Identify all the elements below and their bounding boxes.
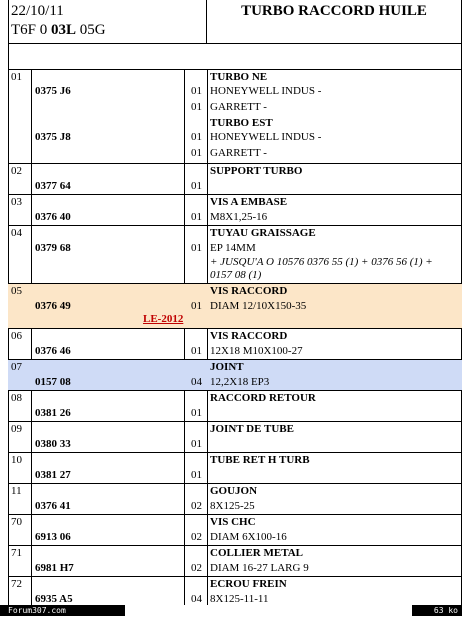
part-quantity: 04 (191, 593, 202, 605)
table-row (8, 545, 462, 577)
table-row (8, 69, 462, 164)
row-separator (8, 452, 462, 453)
part-reference: 0376 49 (35, 300, 71, 312)
part-reference: 6913 06 (35, 531, 71, 543)
row-separator (8, 483, 462, 484)
part-reference: 0376 40 (35, 211, 71, 223)
page-title: TURBO RACCORD HUILE (241, 3, 427, 19)
part-reference: 0375 J8 (35, 131, 71, 143)
part-quantity: 01 (191, 438, 202, 450)
item-number: 08 (11, 392, 22, 404)
part-reference: 0376 41 (35, 500, 71, 512)
part-name: JOINT (210, 361, 244, 373)
part-quantity: 01 (191, 85, 202, 97)
item-number: 01 (11, 71, 22, 83)
part-spec: DIAM 16-27 LARG 9 (210, 562, 309, 574)
row-separator (8, 514, 462, 515)
part-spec: 8X125-11-11 (210, 593, 269, 605)
part-quantity: 02 (191, 531, 202, 543)
part-quantity: 02 (191, 562, 202, 574)
item-number: 07 (11, 361, 22, 373)
part-spec: HONEYWELL INDUS - (210, 85, 322, 97)
item-number: 05 (11, 285, 22, 297)
part-reference: 6935 A5 (35, 593, 73, 605)
part-reference: 0375 J6 (35, 85, 71, 97)
part-reference: 0376 46 (35, 345, 71, 357)
row-separator (8, 69, 462, 70)
part-quantity: 02 (191, 500, 202, 512)
table-row (8, 359, 462, 391)
row-separator (8, 163, 462, 164)
part-spec: EP 14MM (210, 242, 256, 254)
part-spec: 12,2X18 EP3 (210, 376, 270, 388)
part-reference: 0381 26 (35, 407, 71, 419)
part-spec: 8X125-25 (210, 500, 255, 512)
item-number: 09 (11, 423, 22, 435)
item-number: 04 (11, 227, 22, 239)
part-spec: M8X1,25-16 (210, 211, 268, 223)
item-number: 10 (11, 454, 22, 466)
part-quantity: 01 (191, 242, 202, 254)
part-spec: DIAM 6X100-16 (210, 531, 287, 543)
part-reference: 0377 64 (35, 180, 71, 192)
header-divider (206, 0, 207, 43)
row-separator (8, 194, 462, 195)
part-name: ECROU FREIN (210, 578, 287, 590)
table-row (8, 163, 462, 195)
part-name: VIS RACCORD (210, 285, 288, 297)
parts-sheet (8, 0, 462, 610)
sheet-date: 22/10/11 (11, 3, 64, 19)
footer-bar (0, 605, 462, 617)
table-row (8, 225, 462, 284)
part-name: VIS CHC (210, 516, 256, 528)
table-row (8, 483, 462, 515)
file-size: 63 ko (412, 605, 462, 616)
part-reference: 0381 27 (35, 469, 71, 481)
item-number: 06 (11, 330, 22, 342)
part-name: VIS RACCORD (210, 330, 288, 342)
row-separator (8, 545, 462, 546)
part-name: GOUJON (210, 485, 258, 497)
part-quantity: 01 (191, 211, 202, 223)
part-spec: GARRETT - (210, 101, 267, 113)
part-spec: HONEYWELL INDUS - (210, 131, 322, 143)
item-number: 70 (11, 516, 22, 528)
table-row (8, 452, 462, 484)
part-spec: DIAM 12/10X150-35 (210, 300, 307, 312)
table-row (8, 390, 462, 422)
part-name: RACCORD RETOUR (210, 392, 316, 404)
part-quantity: 01 (191, 147, 202, 159)
row-separator (8, 328, 462, 329)
row-separator (8, 390, 462, 391)
table-row (8, 421, 462, 453)
table-row (8, 328, 462, 360)
item-number: 11 (11, 485, 22, 497)
part-name: TURBO EST (210, 117, 273, 129)
code-suffix: 05G (76, 22, 106, 38)
table-row (8, 514, 462, 546)
part-reference: 0157 08 (35, 376, 71, 388)
part-reference: 0380 33 (35, 438, 71, 450)
row-separator (8, 283, 462, 284)
part-quantity: 01 (191, 300, 202, 312)
sheet-code (11, 22, 106, 39)
part-name: COLLIER METAL (210, 547, 304, 559)
part-reference: 0379 68 (35, 242, 71, 254)
part-spec: 12X18 M10X100-27 (210, 345, 303, 357)
revision-badge: LE-2012 (143, 313, 184, 325)
part-note: + JUSQU'A O 10576 0376 55 (1) + 0376 56 (1) + 0157 08 (1) (210, 256, 433, 281)
item-number: 03 (11, 196, 22, 208)
item-number: 02 (11, 165, 22, 177)
table-row (8, 194, 462, 226)
table-row (8, 283, 462, 329)
part-quantity: 01 (191, 345, 202, 357)
part-reference: 6981 H7 (35, 562, 74, 574)
part-name: SUPPORT TURBO (210, 165, 303, 177)
part-quantity: 01 (191, 180, 202, 192)
row-separator (8, 359, 462, 360)
part-quantity: 04 (191, 376, 202, 388)
part-quantity: 01 (191, 131, 202, 143)
part-name: TURBO NE (210, 71, 268, 83)
row-separator (8, 421, 462, 422)
part-quantity: 01 (191, 101, 202, 113)
item-number: 72 (11, 578, 22, 590)
part-name: TUBE RET H TURB (210, 454, 310, 466)
site-watermark: Forum307.com (0, 605, 125, 616)
header-rule (8, 43, 462, 44)
row-separator (8, 576, 462, 577)
row-separator (8, 225, 462, 226)
part-spec: GARRETT - (210, 147, 267, 159)
part-name: VIS A EMBASE (210, 196, 288, 208)
item-number: 71 (11, 547, 22, 559)
code-bold: 03L (51, 22, 77, 38)
part-name: JOINT DE TUBE (210, 423, 294, 435)
part-quantity: 01 (191, 407, 202, 419)
part-quantity: 01 (191, 469, 202, 481)
part-name: TUYAU GRAISSAGE (210, 227, 316, 239)
code-prefix: T6F 0 (11, 22, 52, 38)
